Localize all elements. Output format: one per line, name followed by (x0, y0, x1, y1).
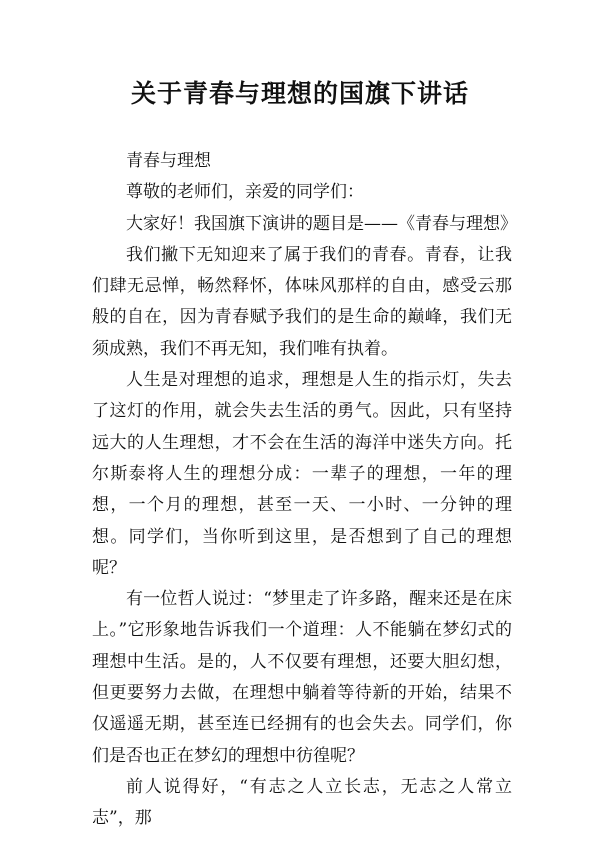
document-body (92, 146, 517, 835)
paragraph-ideal: 人生是对理想的追求，理想是人生的指示灯，失去了这灯的作用，就会失去生活的勇气。因此，只有坚持远大的人生理想，才不会在生活的海洋中迷失方向。托尔斯泰将人生的理想分成：一辈子的理想，一年的理想，一个月的理想，甚至一天、一小时、一分钟的理想。同学们，当你听到这里，是否想到了自己的理想呢？ (92, 370, 512, 578)
document-title: 关于青春与理想的国旗下讲话 (130, 79, 469, 108)
paragraph-intro: 大家好！我国旗下演讲的题目是——《青春与理想》 (126, 213, 517, 234)
paragraph-greeting: 尊敬的老师们，亲爱的同学们： (126, 182, 364, 203)
paragraph-subtitle: 青春与理想 (126, 151, 211, 171)
paragraph-dream: 有一位哲人说过：“梦里走了许多路，醒来还是在床上。”它形象地告诉我们一个道理：人不能躺在梦幻式的理想中生活。是的，人不仅要有理想，还要大胆幻想，但更要努力去做，在理想中躺着等待新的开始，结果不仅遥遥无期，甚至连已经拥有的也会失去。同学们，你们是否也正在梦幻的理想中彷徨呢？ (92, 589, 512, 766)
paragraph-youth: 我们撇下无知迎来了属于我们的青春。青春，让我们肆无忌惮，畅然释怀，体味风那样的自由，感受云那般的自在，因为青春赋予我们的是生命的巅峰，我们无须成熟，我们不再无知，我们唯有执着。 (92, 244, 512, 359)
paragraph-ambition: 前人说得好，“有志之人立长志，无志之人常立志”，那 (92, 776, 512, 829)
